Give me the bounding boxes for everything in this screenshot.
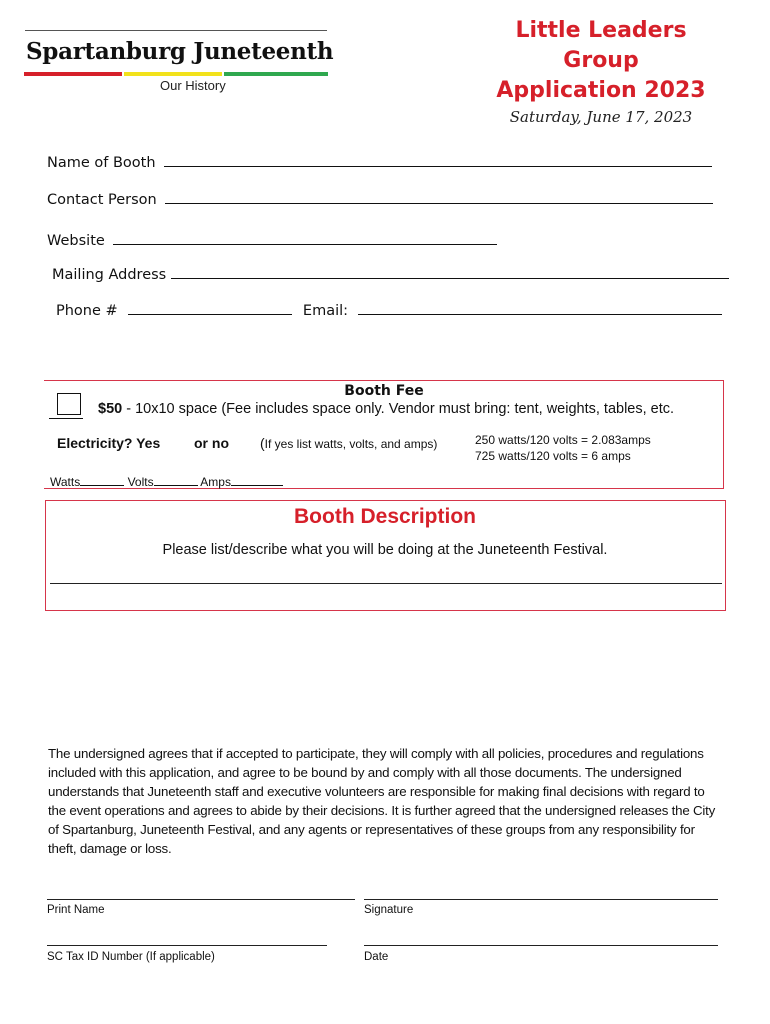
electricity-yes-label[interactable]: Electricity? Yes <box>57 435 161 451</box>
signature-line[interactable] <box>364 899 718 900</box>
phone-label: Phone # <box>56 303 118 319</box>
amps-field[interactable] <box>231 474 283 486</box>
contact-field[interactable] <box>165 189 713 204</box>
logo-bar-green <box>224 72 328 76</box>
booth-description-subtitle: Please list/describe what you will be doing at the Juneteenth Festival. <box>162 542 608 558</box>
contact-row <box>47 189 713 208</box>
signature-label: Signature <box>364 904 414 916</box>
watts-label: Watts <box>50 475 81 489</box>
description-line-1[interactable] <box>50 583 722 584</box>
amps-label: Amps <box>200 475 231 489</box>
booth-name-label: Name of Booth <box>47 155 156 171</box>
watts-info-line-2: 725 watts/120 volts = 6 amps <box>475 449 631 463</box>
form-title-line-1: Little Leaders <box>515 18 687 43</box>
form-title-line-2: Group <box>563 48 639 73</box>
mailing-field[interactable] <box>171 264 729 279</box>
booth-fee-price: $50 <box>98 401 123 417</box>
agreement-text: The undersigned agrees that if accepted to participate, they will comply with all policies, procedures and regulations included with this application, and agree to be bound by and comply with all those documents. The undersigned understands that Juneteenth staff and executive volunteers are responsible for making final decisions with regard to the event operations and agrees to abide by their decisions. It is further agreed that the undersigned releases the City of Spartanburg, Juneteenth Festival, and any agents or representatives of these groups from any responsibility for theft, damage or loss. <box>48 746 716 856</box>
form-title <box>470 16 732 106</box>
electricity-hint <box>260 435 437 451</box>
hint-text: If yes list watts, volts, and amps) <box>264 437 438 451</box>
checkbox-underline <box>49 418 83 419</box>
logo-rule <box>25 30 327 31</box>
contact-label: Contact Person <box>47 192 157 208</box>
phone-email-row <box>56 300 722 319</box>
booth-name-row <box>47 152 712 171</box>
booth-fee-description <box>98 401 674 417</box>
phone-field[interactable] <box>128 300 292 315</box>
volts-field[interactable] <box>154 474 198 486</box>
watts-field[interactable] <box>80 474 124 486</box>
booth-fee-title: Booth Fee <box>344 383 424 399</box>
logo-subtitle: Our History <box>160 78 226 93</box>
website-row <box>47 230 497 249</box>
watts-info-line-1: 250 watts/120 volts = 2.083amps <box>475 433 651 447</box>
booth-fee-details: - 10x10 space (Fee includes space only. Vendor must bring: tent, weights, tables, etc. <box>122 401 675 417</box>
booth-fee-checkbox[interactable] <box>57 393 81 415</box>
mailing-row <box>52 264 729 283</box>
print-name-label: Print Name <box>47 904 105 916</box>
event-date: Saturday, June 17, 2023 <box>509 108 693 126</box>
logo-title: Spartanburg Juneteenth <box>26 38 334 65</box>
electricity-no-label[interactable]: or no <box>194 435 229 451</box>
mailing-label: Mailing Address <box>52 267 167 283</box>
logo-bar-red <box>24 72 122 76</box>
print-name-line[interactable] <box>47 899 355 900</box>
logo-bar-yellow <box>124 72 222 76</box>
booth-name-field[interactable] <box>164 152 712 167</box>
website-field[interactable] <box>113 230 497 245</box>
website-label: Website <box>47 233 105 249</box>
booth-description-title: Booth Description <box>294 505 476 528</box>
email-label: Email: <box>302 303 349 319</box>
tax-id-label: SC Tax ID Number (If applicable) <box>47 951 215 963</box>
date-label: Date <box>364 951 389 963</box>
hint-paren: ( <box>260 435 265 451</box>
tax-id-line[interactable] <box>47 945 327 946</box>
watts-info <box>475 432 651 464</box>
email-field[interactable] <box>358 300 722 315</box>
measurements-row <box>50 474 283 489</box>
volts-label: Volts <box>127 475 154 489</box>
date-line[interactable] <box>364 945 718 946</box>
form-title-line-3: Application 2023 <box>496 78 706 103</box>
